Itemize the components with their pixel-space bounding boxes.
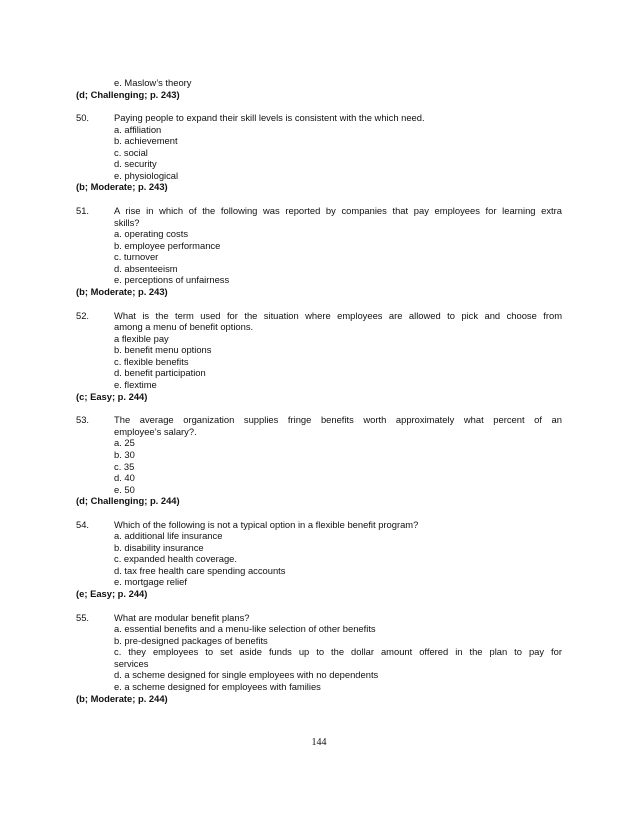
answer-key: (b; Moderate; p. 244) bbox=[76, 693, 168, 704]
option: c. turnover bbox=[114, 251, 159, 262]
option: d. 40 bbox=[114, 472, 135, 483]
option: b. employee performance bbox=[114, 240, 221, 251]
question-text: A rise in which of the following was reported by companies that pay employees for learning extra bbox=[114, 205, 562, 216]
question-number: 52. bbox=[76, 310, 90, 321]
page-number: 144 bbox=[311, 737, 327, 748]
answer-key: (c; Easy; p. 244) bbox=[76, 391, 148, 402]
option: e. mortgage relief bbox=[114, 576, 187, 587]
option: e. physiological bbox=[114, 170, 179, 181]
option: a. affiliation bbox=[114, 124, 162, 135]
question-text: Which of the following is not a typical option in a flexible benefit program? bbox=[114, 519, 419, 530]
option: b. achievement bbox=[114, 135, 178, 146]
option: a. essential benefits and a menu-like selection of other benefits bbox=[114, 623, 376, 634]
question-number: 53. bbox=[76, 414, 90, 425]
answer-key: (d; Challenging; p. 244) bbox=[76, 495, 180, 506]
option: b. benefit menu options bbox=[114, 344, 212, 355]
option: e. perceptions of unfairness bbox=[114, 274, 230, 285]
option: b. pre-designed packages of benefits bbox=[114, 635, 268, 646]
question-text: Paying people to expand their skill levels is consistent with the which need. bbox=[114, 112, 425, 123]
question-text: The average organization supplies fringe benefits worth approximately what percent of an bbox=[114, 414, 562, 425]
option: a. additional life insurance bbox=[114, 530, 223, 541]
option: e. 50 bbox=[114, 484, 135, 495]
question-number: 50. bbox=[76, 112, 90, 123]
option: a. 25 bbox=[114, 437, 135, 448]
option: d. a scheme designed for single employees with no dependents bbox=[114, 669, 379, 680]
option: e. a scheme designed for employees with families bbox=[114, 681, 321, 692]
answer-key: (d; Challenging; p. 243) bbox=[76, 89, 180, 100]
option: a flexible pay bbox=[114, 333, 169, 344]
question-text: What is the term used for the situation where employees are allowed to pick and choose from bbox=[114, 310, 562, 321]
option: d. tax free health care spending accounts bbox=[114, 565, 286, 576]
option: c. social bbox=[114, 147, 148, 158]
answer-key: (b; Moderate; p. 243) bbox=[76, 286, 168, 297]
question-number: 54. bbox=[76, 519, 90, 530]
option: b. 30 bbox=[114, 449, 135, 460]
question-text-continued: among a menu of benefit options. bbox=[114, 321, 254, 332]
question-text-continued: skills? bbox=[114, 217, 140, 228]
question-text-continued: employee’s salary?. bbox=[114, 426, 197, 437]
answer-key: (e; Easy; p. 244) bbox=[76, 588, 148, 599]
option: d. security bbox=[114, 158, 157, 169]
option: c. 35 bbox=[114, 461, 135, 472]
option-e: e. Maslow’s theory bbox=[114, 77, 192, 88]
question-number: 55. bbox=[76, 612, 90, 623]
option-continued: services bbox=[114, 658, 149, 669]
option: c. flexible benefits bbox=[114, 356, 189, 367]
option: b. disability insurance bbox=[114, 542, 204, 553]
option: a. operating costs bbox=[114, 228, 189, 239]
question-text: What are modular benefit plans? bbox=[114, 612, 250, 623]
option: c. they employees to set aside funds up to the dollar amount offered in the plan to pay for bbox=[114, 646, 562, 657]
option: c. expanded health coverage. bbox=[114, 553, 238, 564]
option: e. flextime bbox=[114, 379, 157, 390]
question-number: 51. bbox=[76, 205, 90, 216]
option: d. benefit participation bbox=[114, 367, 206, 378]
option: d. absenteeism bbox=[114, 263, 178, 274]
answer-key: (b; Moderate; p. 243) bbox=[76, 181, 168, 192]
